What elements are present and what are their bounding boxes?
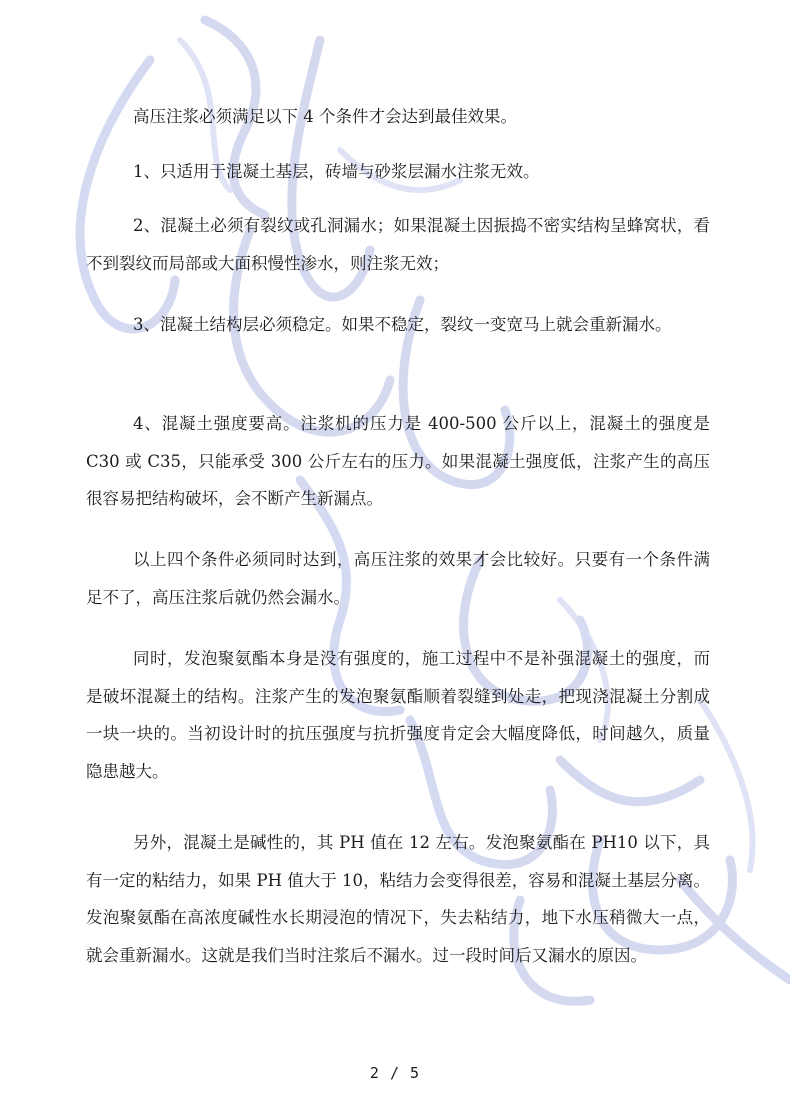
paragraph-intro: 高压注浆必须满足以下 4 个条件才会达到最佳效果。	[133, 107, 517, 126]
paragraph-polyurethane-strength: 同时，发泡聚氨酯本身是没有强度的，施工过程中不是补强混凝土的强度，而是破坏混凝土的结构。注浆产生的发泡聚氨酯顺着裂缝到处走，把现浇混凝土分割成一块一块的。当初设计时的抗压强度与抗折强度肯定会大幅度降低，时间越久，质量隐患越大。	[86, 649, 710, 781]
paragraph-condition-1: 1、只适用于混凝土基层，砖墙与砂浆层漏水注浆无效。	[133, 162, 540, 181]
page-number: 2 / 5	[369, 1064, 421, 1082]
paragraph-condition-2: 2、混凝土必须有裂纹或孔洞漏水；如果混凝土因振捣不密实结构呈蜂窝状，看不到裂纹而局部或大面积慢性渗水，则注浆无效；	[86, 216, 710, 273]
paragraph-alkalinity: 另外，混凝土是碱性的，其 PH 值在 12 左右。发泡聚氨酯在 PH10 以下，具有一定的粘结力，如果 PH 值大于 10，粘结力会变得很差，容易和混凝土基层分离。发泡聚氨酯在高浓度碱性水长期浸泡的情况下，失去粘结力，地下水压稍微大一点，就会重新漏水。这就是我们当时注浆后不漏水。过一段时间后又漏水的原因。	[86, 833, 710, 965]
paragraph-condition-4: 4、混凝土强度要高。注浆机的压力是 400-500 公斤以上，混凝土的强度是 C30 或 C35，只能承受 300 公斤左右的压力。如果混凝土强度低，注浆产生的高压很容易把结构破坏，会不断产生新漏点。	[86, 414, 710, 508]
paragraph-condition-3: 3、混凝土结构层必须稳定。如果不稳定，裂纹一变宽马上就会重新漏水。	[133, 315, 672, 334]
paragraph-summary: 以上四个条件必须同时达到，高压注浆的效果才会比较好。只要有一个条件满足不了，高压注浆后就仍然会漏水。	[86, 550, 710, 607]
